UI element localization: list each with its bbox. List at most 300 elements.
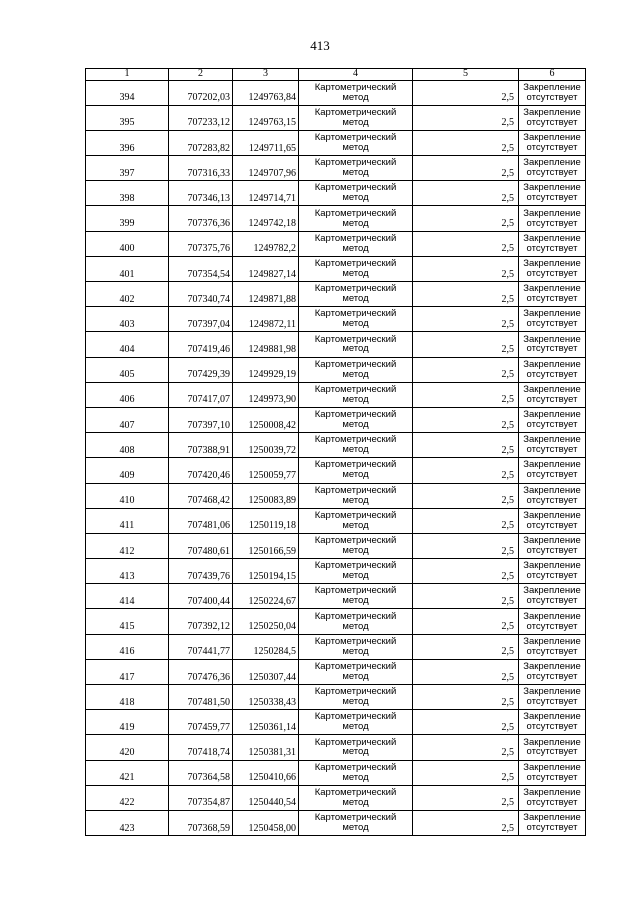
point-number-cell: 407 <box>86 407 169 432</box>
fixation-note-line: Закрепление <box>523 786 581 798</box>
fixation-note-line: отсутствует <box>526 116 578 128</box>
method-line: метод <box>342 796 369 808</box>
fixation-note-line: Закрепление <box>523 610 581 622</box>
method-line: Картометрический <box>314 358 397 370</box>
fixation-note-line: отсутствует <box>526 721 578 733</box>
column-header: 1 <box>86 69 169 81</box>
method-cell <box>299 760 413 785</box>
fixation-note-line: Закрепление <box>523 635 581 647</box>
method-cell <box>299 433 413 458</box>
accuracy-cell: 2,5 <box>413 407 519 432</box>
accuracy-cell: 2,5 <box>413 760 519 785</box>
y-coordinate-cell: 1249827,14 <box>233 256 299 281</box>
method-cell <box>299 80 413 105</box>
method-line: метод <box>342 645 369 657</box>
fixation-note-cell <box>519 407 586 432</box>
fixation-note-line: Закрепление <box>523 207 581 219</box>
fixation-note-line: Закрепление <box>523 182 581 194</box>
fixation-note-line: отсутствует <box>526 141 578 153</box>
method-line: метод <box>342 620 369 632</box>
fixation-note-line: отсутствует <box>526 293 578 305</box>
fixation-note-line: Закрепление <box>523 257 581 269</box>
table-row <box>86 282 586 307</box>
fixation-note-cell <box>519 584 586 609</box>
method-line: метод <box>342 318 369 330</box>
table-row <box>86 332 586 357</box>
accuracy-cell: 2,5 <box>413 181 519 206</box>
fixation-note-line: отсутствует <box>526 393 578 405</box>
point-number-cell: 405 <box>86 357 169 382</box>
fixation-note-line: Закрепление <box>523 459 581 471</box>
point-number-cell: 414 <box>86 584 169 609</box>
fixation-note-cell <box>519 659 586 684</box>
y-coordinate-cell: 1250224,67 <box>233 584 299 609</box>
x-coordinate-cell: 707392,12 <box>169 609 233 634</box>
x-coordinate-cell: 707397,04 <box>169 307 233 332</box>
fixation-note-line: Закрепление <box>523 686 581 698</box>
table-row <box>86 206 586 231</box>
fixation-note-line: отсутствует <box>526 192 578 204</box>
fixation-note-cell <box>519 508 586 533</box>
x-coordinate-cell: 707476,36 <box>169 659 233 684</box>
fixation-note-line: отсутствует <box>526 544 578 556</box>
method-cell <box>299 584 413 609</box>
fixation-note-cell <box>519 483 586 508</box>
table-row <box>86 433 586 458</box>
method-cell <box>299 156 413 181</box>
x-coordinate-cell: 707364,58 <box>169 760 233 785</box>
method-line: метод <box>342 670 369 682</box>
method-line: Картометрический <box>314 635 397 647</box>
method-cell <box>299 483 413 508</box>
method-cell <box>299 735 413 760</box>
method-line: метод <box>342 570 369 582</box>
x-coordinate-cell: 707202,03 <box>169 80 233 105</box>
fixation-note-line: Закрепление <box>523 106 581 118</box>
table-row <box>86 458 586 483</box>
fixation-note-line: отсутствует <box>526 444 578 456</box>
column-header: 3 <box>233 69 299 81</box>
x-coordinate-cell: 707316,33 <box>169 156 233 181</box>
y-coordinate-cell: 1249707,96 <box>233 156 299 181</box>
fixation-note-cell <box>519 685 586 710</box>
method-cell <box>299 307 413 332</box>
method-line: Картометрический <box>314 207 397 219</box>
fixation-note-cell <box>519 256 586 281</box>
point-number-cell: 400 <box>86 231 169 256</box>
fixation-note-cell <box>519 105 586 130</box>
x-coordinate-cell: 707340,74 <box>169 282 233 307</box>
y-coordinate-cell: 1250166,59 <box>233 533 299 558</box>
x-coordinate-cell: 707417,07 <box>169 382 233 407</box>
point-number-cell: 397 <box>86 156 169 181</box>
point-number-cell: 402 <box>86 282 169 307</box>
method-line: метод <box>342 544 369 556</box>
fixation-note-line: отсутствует <box>526 318 578 330</box>
point-number-cell: 399 <box>86 206 169 231</box>
fixation-note-line: Закрепление <box>523 812 581 824</box>
table-header-row <box>86 69 586 81</box>
method-line: Картометрический <box>314 459 397 471</box>
accuracy-cell: 2,5 <box>413 282 519 307</box>
y-coordinate-cell: 1250059,77 <box>233 458 299 483</box>
fixation-note-line: Закрепление <box>523 484 581 496</box>
accuracy-cell: 2,5 <box>413 256 519 281</box>
point-number-cell: 398 <box>86 181 169 206</box>
accuracy-cell: 2,5 <box>413 559 519 584</box>
fixation-note-line: отсутствует <box>526 494 578 506</box>
y-coordinate-cell: 1250250,04 <box>233 609 299 634</box>
x-coordinate-cell: 707388,91 <box>169 433 233 458</box>
x-coordinate-cell: 707400,44 <box>169 584 233 609</box>
table-row <box>86 357 586 382</box>
y-coordinate-cell: 1249711,65 <box>233 130 299 155</box>
x-coordinate-cell: 707233,12 <box>169 105 233 130</box>
fixation-note-line: Закрепление <box>523 383 581 395</box>
method-cell <box>299 357 413 382</box>
fixation-note-line: отсутствует <box>526 746 578 758</box>
method-line: метод <box>342 494 369 506</box>
fixation-note-cell <box>519 785 586 810</box>
x-coordinate-cell: 707283,82 <box>169 130 233 155</box>
fixation-note-line: отсутствует <box>526 822 578 834</box>
fixation-note-cell <box>519 130 586 155</box>
y-coordinate-cell: 1249782,2 <box>233 231 299 256</box>
fixation-note-line: отсутствует <box>526 796 578 808</box>
point-number-cell: 394 <box>86 80 169 105</box>
fixation-note-cell <box>519 735 586 760</box>
fixation-note-cell <box>519 810 586 835</box>
y-coordinate-cell: 1250338,43 <box>233 685 299 710</box>
table-row <box>86 685 586 710</box>
method-line: метод <box>342 696 369 708</box>
accuracy-cell: 2,5 <box>413 609 519 634</box>
method-line: Картометрический <box>314 132 397 143</box>
fixation-note-cell <box>519 458 586 483</box>
table-row <box>86 710 586 735</box>
y-coordinate-cell: 1249742,18 <box>233 206 299 231</box>
fixation-note-line: Закрепление <box>523 157 581 169</box>
fixation-note-line: отсутствует <box>526 167 578 179</box>
fixation-note-line: отсутствует <box>526 343 578 355</box>
coordinates-table <box>85 68 586 836</box>
table-row <box>86 508 586 533</box>
fixation-note-line: Закрепление <box>523 509 581 521</box>
column-header: 6 <box>519 69 586 81</box>
fixation-note-line: Закрепление <box>523 358 581 370</box>
x-coordinate-cell: 707418,74 <box>169 735 233 760</box>
x-coordinate-cell: 707439,76 <box>169 559 233 584</box>
accuracy-cell: 2,5 <box>413 659 519 684</box>
method-line: метод <box>342 192 369 204</box>
fixation-note-line: отсутствует <box>526 519 578 531</box>
method-line: Картометрический <box>314 333 397 345</box>
fixation-note-line: Закрепление <box>523 81 581 93</box>
fixation-note-line: отсутствует <box>526 242 578 254</box>
table-row <box>86 130 586 155</box>
y-coordinate-cell: 1249929,19 <box>233 357 299 382</box>
method-line: метод <box>342 141 369 153</box>
fixation-note-cell <box>519 760 586 785</box>
fixation-note-line: отсутствует <box>526 696 578 708</box>
x-coordinate-cell: 707354,54 <box>169 256 233 281</box>
point-number-cell: 404 <box>86 332 169 357</box>
fixation-note-line: отсутствует <box>526 91 578 103</box>
method-line: метод <box>342 393 369 405</box>
fixation-note-cell <box>519 181 586 206</box>
table-row <box>86 231 586 256</box>
accuracy-cell: 2,5 <box>413 458 519 483</box>
fixation-note-cell <box>519 332 586 357</box>
point-number-cell: 396 <box>86 130 169 155</box>
column-header: 4 <box>299 69 413 81</box>
method-line: Картометрический <box>314 585 397 597</box>
method-line: метод <box>342 595 369 607</box>
point-number-cell: 422 <box>86 785 169 810</box>
fixation-note-cell <box>519 156 586 181</box>
point-number-cell: 413 <box>86 559 169 584</box>
method-line: метод <box>342 444 369 456</box>
fixation-note-line: Закрепление <box>523 132 581 143</box>
accuracy-cell: 2,5 <box>413 533 519 558</box>
table-row <box>86 307 586 332</box>
method-cell <box>299 105 413 130</box>
method-cell <box>299 458 413 483</box>
method-line: Картометрический <box>314 106 397 118</box>
fixation-note-line: Закрепление <box>523 711 581 723</box>
method-cell <box>299 231 413 256</box>
method-cell <box>299 810 413 835</box>
fixation-note-line: Закрепление <box>523 585 581 597</box>
table-row <box>86 382 586 407</box>
table-row <box>86 810 586 835</box>
method-cell <box>299 256 413 281</box>
method-cell <box>299 382 413 407</box>
method-line: метод <box>342 822 369 834</box>
method-line: метод <box>342 368 369 380</box>
method-line: Картометрический <box>314 232 397 244</box>
table-row <box>86 760 586 785</box>
point-number-cell: 395 <box>86 105 169 130</box>
point-number-cell: 408 <box>86 433 169 458</box>
method-line: Картометрический <box>314 812 397 824</box>
fixation-note-line: Закрепление <box>523 660 581 672</box>
y-coordinate-cell: 1250284,5 <box>233 634 299 659</box>
accuracy-cell: 2,5 <box>413 332 519 357</box>
accuracy-cell: 2,5 <box>413 810 519 835</box>
method-line: Картометрический <box>314 711 397 723</box>
fixation-note-line: отсутствует <box>526 267 578 279</box>
accuracy-cell: 2,5 <box>413 483 519 508</box>
table-row <box>86 407 586 432</box>
method-line: Картометрический <box>314 409 397 421</box>
accuracy-cell: 2,5 <box>413 105 519 130</box>
point-number-cell: 419 <box>86 710 169 735</box>
fixation-note-line: отсутствует <box>526 368 578 380</box>
fixation-note-cell <box>519 80 586 105</box>
point-number-cell: 403 <box>86 307 169 332</box>
y-coordinate-cell: 1249973,90 <box>233 382 299 407</box>
method-line: Картометрический <box>314 182 397 194</box>
method-cell <box>299 634 413 659</box>
column-header: 2 <box>169 69 233 81</box>
fixation-note-line: Закрепление <box>523 736 581 748</box>
x-coordinate-cell: 707419,46 <box>169 332 233 357</box>
accuracy-cell: 2,5 <box>413 685 519 710</box>
page-number: 413 <box>310 38 330 53</box>
accuracy-cell: 2,5 <box>413 508 519 533</box>
point-number-cell: 412 <box>86 533 169 558</box>
x-coordinate-cell: 707441,77 <box>169 634 233 659</box>
method-line: Картометрический <box>314 434 397 446</box>
x-coordinate-cell: 707354,87 <box>169 785 233 810</box>
table-row <box>86 105 586 130</box>
y-coordinate-cell: 1250381,31 <box>233 735 299 760</box>
y-coordinate-cell: 1250194,15 <box>233 559 299 584</box>
method-line: Картометрический <box>314 761 397 773</box>
fixation-note-line: отсутствует <box>526 670 578 682</box>
fixation-note-line: Закрепление <box>523 434 581 446</box>
x-coordinate-cell: 707480,61 <box>169 533 233 558</box>
fixation-note-line: отсутствует <box>526 595 578 607</box>
fixation-note-cell <box>519 710 586 735</box>
point-number-cell: 423 <box>86 810 169 835</box>
fixation-note-line: отсутствует <box>526 217 578 229</box>
table-row <box>86 256 586 281</box>
y-coordinate-cell: 1250039,72 <box>233 433 299 458</box>
fixation-note-line: Закрепление <box>523 409 581 421</box>
fixation-note-cell <box>519 357 586 382</box>
method-line: метод <box>342 469 369 481</box>
table-row <box>86 80 586 105</box>
fixation-note-line: отсутствует <box>526 570 578 582</box>
y-coordinate-cell: 1249763,84 <box>233 80 299 105</box>
method-cell <box>299 533 413 558</box>
method-line: Картометрический <box>314 560 397 572</box>
table-row <box>86 735 586 760</box>
method-line: метод <box>342 721 369 733</box>
accuracy-cell: 2,5 <box>413 584 519 609</box>
accuracy-cell: 2,5 <box>413 206 519 231</box>
fixation-note-cell <box>519 307 586 332</box>
method-line: метод <box>342 293 369 305</box>
fixation-note-line: отсутствует <box>526 645 578 657</box>
y-coordinate-cell: 1249714,71 <box>233 181 299 206</box>
method-line: метод <box>342 746 369 758</box>
method-line: Картометрический <box>314 660 397 672</box>
fixation-note-line: Закрепление <box>523 761 581 773</box>
fixation-note-line: отсутствует <box>526 469 578 481</box>
method-cell <box>299 282 413 307</box>
accuracy-cell: 2,5 <box>413 634 519 659</box>
x-coordinate-cell: 707481,06 <box>169 508 233 533</box>
fixation-note-cell <box>519 206 586 231</box>
x-coordinate-cell: 707346,13 <box>169 181 233 206</box>
fixation-note-line: отсутствует <box>526 620 578 632</box>
point-number-cell: 410 <box>86 483 169 508</box>
accuracy-cell: 2,5 <box>413 80 519 105</box>
x-coordinate-cell: 707420,46 <box>169 458 233 483</box>
fixation-note-cell <box>519 634 586 659</box>
table-row <box>86 634 586 659</box>
method-cell <box>299 559 413 584</box>
y-coordinate-cell: 1249763,15 <box>233 105 299 130</box>
fixation-note-line: Закрепление <box>523 232 581 244</box>
method-line: метод <box>342 771 369 783</box>
y-coordinate-cell: 1250440,54 <box>233 785 299 810</box>
method-line: метод <box>342 91 369 103</box>
y-coordinate-cell: 1250008,42 <box>233 407 299 432</box>
method-line: метод <box>342 519 369 531</box>
method-line: метод <box>342 419 369 431</box>
method-line: Картометрический <box>314 509 397 521</box>
accuracy-cell: 2,5 <box>413 735 519 760</box>
column-header: 5 <box>413 69 519 81</box>
method-line: Картометрический <box>314 736 397 748</box>
table-row <box>86 559 586 584</box>
table-row <box>86 584 586 609</box>
method-line: метод <box>342 242 369 254</box>
method-cell <box>299 785 413 810</box>
y-coordinate-cell: 1250083,89 <box>233 483 299 508</box>
point-number-cell: 420 <box>86 735 169 760</box>
method-cell <box>299 508 413 533</box>
x-coordinate-cell: 707375,76 <box>169 231 233 256</box>
y-coordinate-cell: 1250410,66 <box>233 760 299 785</box>
fixation-note-cell <box>519 282 586 307</box>
method-line: Картометрический <box>314 686 397 698</box>
method-line: Картометрический <box>314 786 397 798</box>
fixation-note-cell <box>519 433 586 458</box>
method-line: Картометрический <box>314 308 397 320</box>
point-number-cell: 415 <box>86 609 169 634</box>
x-coordinate-cell: 707376,36 <box>169 206 233 231</box>
fixation-note-line: отсутствует <box>526 771 578 783</box>
y-coordinate-cell: 1250458,00 <box>233 810 299 835</box>
method-cell <box>299 710 413 735</box>
point-number-cell: 421 <box>86 760 169 785</box>
table-row <box>86 156 586 181</box>
y-coordinate-cell: 1249881,98 <box>233 332 299 357</box>
y-coordinate-cell: 1249871,88 <box>233 282 299 307</box>
method-line: Картометрический <box>314 484 397 496</box>
accuracy-cell: 2,5 <box>413 433 519 458</box>
point-number-cell: 418 <box>86 685 169 710</box>
x-coordinate-cell: 707397,10 <box>169 407 233 432</box>
method-line: метод <box>342 167 369 179</box>
point-number-cell: 411 <box>86 508 169 533</box>
method-line: Картометрический <box>314 283 397 295</box>
table-row <box>86 483 586 508</box>
table-row <box>86 659 586 684</box>
fixation-note-cell <box>519 231 586 256</box>
accuracy-cell: 2,5 <box>413 156 519 181</box>
point-number-cell: 417 <box>86 659 169 684</box>
fixation-note-line: Закрепление <box>523 535 581 546</box>
accuracy-cell: 2,5 <box>413 130 519 155</box>
table-row <box>86 181 586 206</box>
fixation-note-line: отсутствует <box>526 419 578 431</box>
fixation-note-line: Закрепление <box>523 308 581 320</box>
y-coordinate-cell: 1249872,11 <box>233 307 299 332</box>
method-cell <box>299 685 413 710</box>
point-number-cell: 409 <box>86 458 169 483</box>
method-line: метод <box>342 267 369 279</box>
method-cell <box>299 206 413 231</box>
method-line: Картометрический <box>314 157 397 169</box>
fixation-note-cell <box>519 533 586 558</box>
method-cell <box>299 130 413 155</box>
